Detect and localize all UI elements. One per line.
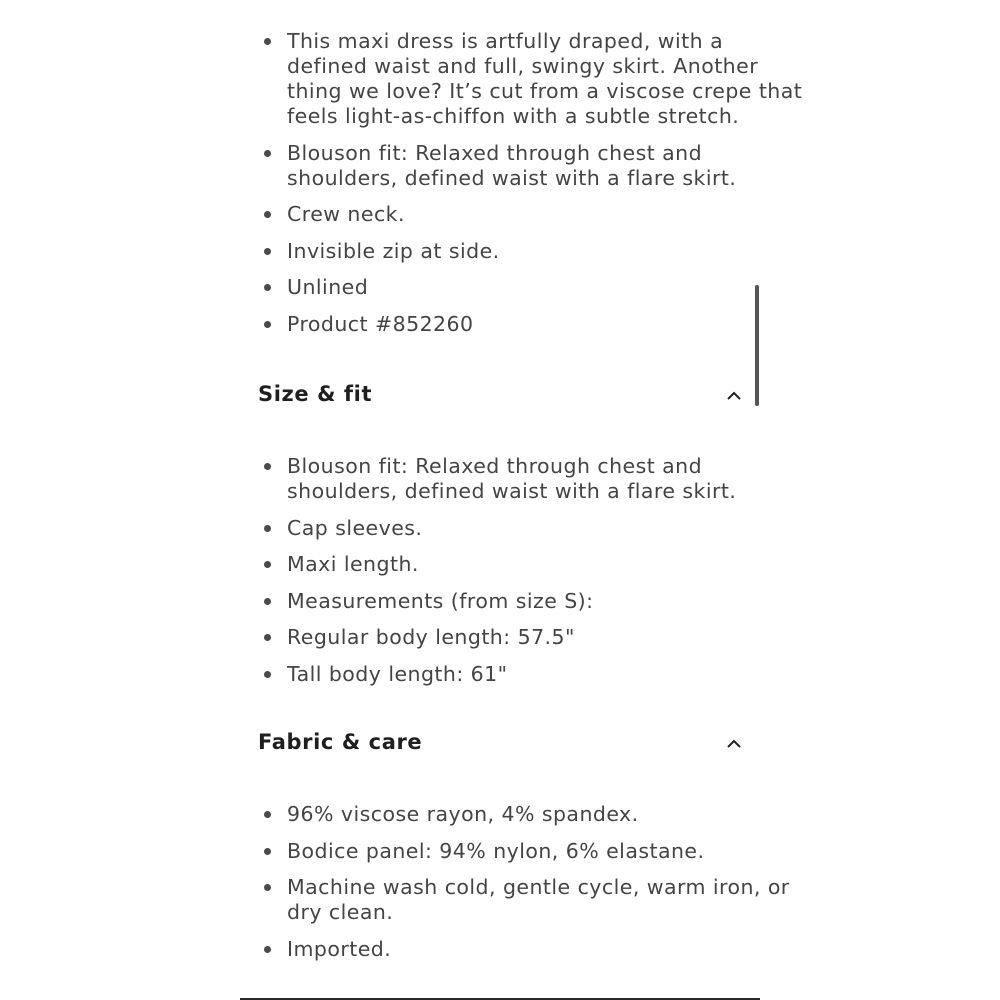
- bullet-icon: [264, 884, 271, 891]
- list-item: [240, 202, 760, 227]
- fabric-care-accordion-header[interactable]: [240, 724, 760, 764]
- bullet-icon: [264, 671, 271, 678]
- bullet-icon: [264, 248, 271, 255]
- list-item-text: Product #852260: [287, 311, 474, 336]
- list-item: [240, 312, 760, 337]
- list-item: [240, 625, 760, 650]
- list-item-text: 96% viscose rayon, 4% spandex.: [287, 802, 639, 826]
- list-item: [240, 552, 760, 577]
- list-item-text: Machine wash cold, gentle cycle, warm iron, or: [287, 875, 790, 899]
- list-item-text: Blouson fit: Relaxed through chest and: [287, 454, 703, 478]
- bullet-icon: [264, 38, 271, 45]
- list-item-text: thing we love? It’s cut from a viscose crepe that: [287, 79, 803, 103]
- product-details-panel: [240, 0, 803, 1000]
- bullet-icon: [264, 561, 271, 568]
- list-item-text: Cap sleeves.: [287, 515, 423, 540]
- list-item-text: feels light-as-chiffon with a subtle stretch.: [287, 104, 740, 128]
- size-fit-list: [240, 454, 760, 698]
- list-item: [240, 275, 760, 300]
- list-item: [240, 662, 760, 687]
- list-item: [240, 802, 760, 827]
- bullet-icon: [264, 463, 271, 470]
- list-item: [240, 589, 760, 614]
- list-item-text: dry clean.: [287, 900, 394, 924]
- list-item: [240, 516, 760, 541]
- bullet-icon: [264, 211, 271, 218]
- bullet-icon: [264, 946, 271, 953]
- fabric-care-list: [240, 802, 790, 973]
- list-item: [240, 239, 760, 264]
- bullet-icon: [264, 525, 271, 532]
- bullet-icon: [264, 848, 271, 855]
- fabric-care-title: Fabric & care: [258, 730, 423, 754]
- bullet-icon: [264, 634, 271, 641]
- list-item-text: Maxi length.: [287, 552, 419, 576]
- list-item-text: shoulders, defined waist with a flare skirt.: [287, 479, 737, 503]
- list-item: [240, 839, 760, 864]
- size-fit-accordion-header[interactable]: [240, 376, 760, 416]
- list-item-text: Measurements (from size S):: [287, 588, 594, 613]
- list-item-text: Crew neck.: [287, 202, 405, 226]
- list-item: [240, 29, 803, 129]
- list-item-text: Invisible zip at side.: [287, 238, 500, 263]
- list-item-text: shoulders, defined waist with a flare skirt.: [287, 165, 737, 190]
- list-item-text: This maxi dress is artfully draped, with a: [287, 29, 724, 53]
- list-item-text: Blouson fit: Relaxed through chest and: [287, 140, 703, 165]
- scrollbar-thumb[interactable]: [755, 285, 759, 406]
- chevron-up-icon[interactable]: [726, 736, 742, 752]
- list-item: [240, 141, 760, 191]
- list-item-text: Bodice panel: 94% nylon, 6% elastane.: [287, 838, 705, 863]
- size-fit-title: Size & fit: [258, 382, 373, 406]
- list-item-text: Imported.: [287, 936, 392, 961]
- bullet-icon: [264, 284, 271, 291]
- list-item: [240, 937, 760, 962]
- list-item: [240, 875, 790, 925]
- bullet-icon: [264, 150, 271, 157]
- details-list: [240, 29, 803, 348]
- list-item-text: Regular body length: 57.5": [287, 625, 575, 649]
- list-item-text: Unlined: [287, 275, 369, 299]
- list-item: [240, 454, 760, 504]
- chevron-up-icon[interactable]: [726, 388, 742, 404]
- bullet-icon: [264, 321, 271, 328]
- bullet-icon: [264, 811, 271, 818]
- list-item-text: Tall body length: 61": [287, 661, 508, 686]
- list-item-text: defined waist and full, swingy skirt. Another: [287, 54, 759, 78]
- bullet-icon: [264, 598, 271, 605]
